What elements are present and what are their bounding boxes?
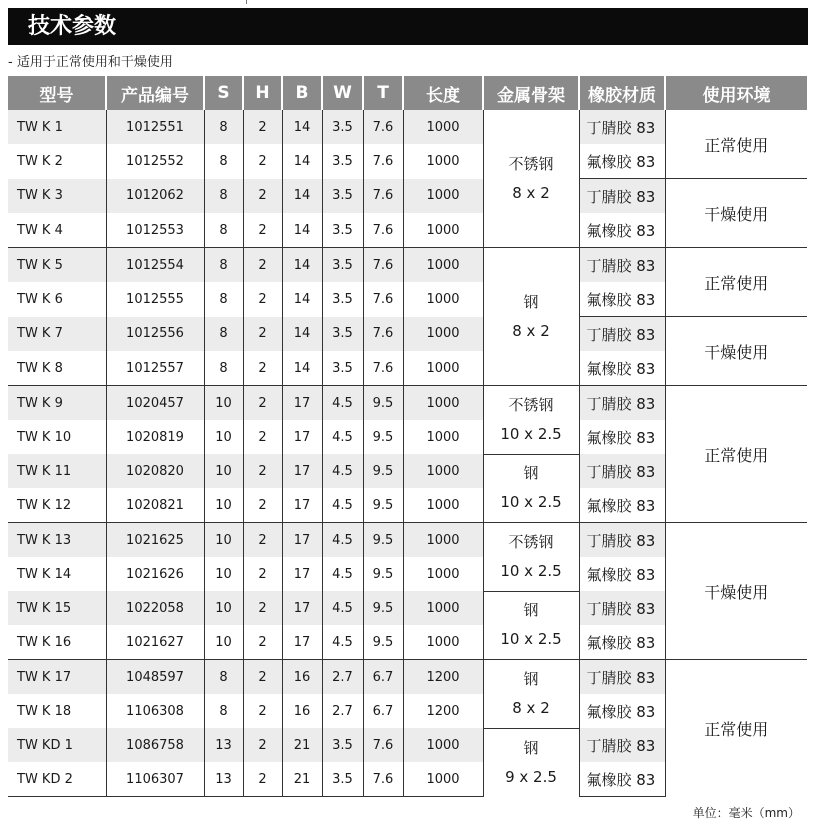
cell-length: 1000 (403, 523, 483, 558)
cell-t: 9.5 (363, 454, 403, 488)
cell-w: 4.5 (322, 557, 363, 591)
cell-length: 1000 (403, 625, 483, 660)
cell-environment: 正常使用 (665, 248, 807, 317)
cell-model: TW KD 2 (8, 762, 106, 797)
cell-t: 7.6 (363, 351, 403, 386)
cell-product-no: 1022058 (106, 591, 204, 625)
cell-length: 1000 (403, 351, 483, 386)
cell-rubber: 丁腈胶 83 (579, 591, 665, 625)
cell-environment: 正常使用 (665, 110, 807, 179)
cell-t: 7.6 (363, 213, 403, 248)
cell-s: 8 (204, 282, 243, 317)
cell-t: 7.6 (363, 110, 403, 144)
cell-length: 1000 (403, 591, 483, 625)
cell-h: 2 (243, 248, 282, 283)
cell-model: TW K 4 (17, 222, 63, 238)
cell-environment: 干燥使用 (665, 179, 807, 248)
cell-product-no: 1106308 (106, 694, 204, 728)
cell-w: 3.5 (322, 351, 363, 386)
cell-environment: 干燥使用 (665, 523, 807, 660)
cell-s: 8 (204, 351, 243, 386)
cell-b: 16 (282, 694, 322, 728)
cell-b: 17 (282, 454, 322, 488)
cell-length: 1000 (403, 110, 483, 144)
cell-t: 9.5 (363, 488, 403, 523)
unit-note: 单位：毫米（mm） (692, 806, 800, 820)
header-h: H (243, 76, 282, 110)
frame-line: 8 x 2 (512, 321, 550, 340)
cell-s: 8 (204, 213, 243, 248)
cell-rubber: 丁腈胶 83 (579, 660, 665, 695)
page-subtitle: - 适用于正常使用和干燥使用 (8, 55, 173, 70)
cell-t: 6.7 (363, 660, 403, 695)
table-row (8, 660, 807, 695)
cell-t: 9.5 (363, 523, 403, 558)
cell-model: TW K 13 (8, 523, 106, 558)
table-header-row (8, 76, 807, 110)
cell-w: 2.7 (322, 660, 363, 695)
frame-line: 10 x 2.5 (500, 424, 562, 443)
cell-b: 14 (282, 248, 322, 283)
cell-w: 4.5 (322, 488, 363, 523)
cell-metal-frame (483, 523, 579, 592)
cell-rubber: 氟橡胶 83 (579, 213, 665, 248)
cell-w: 3.5 (322, 213, 363, 248)
cell-model: TW K 11 (8, 454, 106, 488)
cell-b: 21 (282, 728, 322, 762)
header-t: T (363, 76, 403, 110)
cell-product-no: 1086758 (106, 728, 204, 762)
cell-rubber: 丁腈胶 83 (579, 317, 665, 352)
header-environment: 使用环境 (665, 76, 807, 110)
cell-w: 2.7 (322, 694, 363, 728)
cell-length: 1000 (403, 557, 483, 591)
cell-s: 8 (204, 110, 243, 144)
cell-model: TW K 3 (8, 179, 106, 214)
table-row (8, 386, 807, 421)
cell-model: TW K 9 (8, 386, 106, 421)
cell-w: 4.5 (322, 454, 363, 488)
cell-product-no: 1048597 (106, 660, 204, 695)
cell-length: 1000 (403, 728, 483, 762)
cell-h: 2 (243, 762, 282, 797)
cell-s: 8 (204, 144, 243, 179)
cell-s: 8 (204, 660, 243, 695)
cell-rubber: 氟橡胶 83 (579, 351, 665, 386)
cell-w: 3.5 (322, 317, 363, 352)
frame-line: 不锈钢 (508, 532, 554, 551)
cell-h: 2 (243, 420, 282, 454)
cell-h: 2 (243, 110, 282, 144)
frame-line: 不锈钢 (508, 154, 554, 173)
cell-b: 14 (282, 351, 322, 386)
cell-s: 8 (204, 694, 243, 728)
cell-product-no: 1012554 (106, 248, 204, 283)
cell-b: 17 (282, 420, 322, 454)
header-s: S (204, 76, 243, 110)
frame-line: 不锈钢 (508, 395, 554, 414)
cell-model: TW KD 1 (8, 728, 106, 762)
cell-rubber: 丁腈胶 83 (579, 179, 665, 214)
cell-w: 4.5 (322, 591, 363, 625)
page-title: 技术参数 (8, 8, 808, 45)
table-row (8, 523, 807, 558)
cell-w: 4.5 (322, 523, 363, 558)
cell-metal-frame (483, 591, 579, 660)
cell-product-no: 1012555 (106, 282, 204, 317)
cell-b: 14 (282, 144, 322, 179)
cell-product-no: 1021625 (106, 523, 204, 558)
cell-model: TW K 1 (8, 110, 106, 144)
cell-length: 1000 (403, 762, 483, 797)
cell-t: 9.5 (363, 386, 403, 421)
table-row (8, 317, 807, 352)
cell-h: 2 (243, 351, 282, 386)
cell-s: 8 (204, 179, 243, 214)
cell-s: 10 (204, 523, 243, 558)
cell-product-no: 1020821 (106, 488, 204, 523)
cell-h: 2 (243, 386, 282, 421)
cell-product-no: 1012556 (106, 317, 204, 352)
cell-h: 2 (243, 557, 282, 591)
cell-s: 8 (204, 317, 243, 352)
cell-product-no: 1012551 (106, 110, 204, 144)
cell-w: 3.5 (322, 762, 363, 797)
cell-rubber: 氟橡胶 83 (579, 762, 665, 797)
cell-h: 2 (243, 488, 282, 523)
cell-t: 7.6 (363, 179, 403, 214)
cell-b: 17 (282, 523, 322, 558)
cell-h: 2 (243, 179, 282, 214)
cell-s: 13 (204, 762, 243, 797)
cell-rubber: 丁腈胶 83 (579, 523, 665, 558)
cell-w: 3.5 (322, 179, 363, 214)
cell-metal-frame (483, 454, 579, 523)
cell-t: 9.5 (363, 420, 403, 454)
cell-t: 6.7 (363, 694, 403, 728)
cell-rubber: 丁腈胶 83 (579, 728, 665, 762)
frame-line: 钢 (523, 601, 539, 620)
cell-model: TW K 17 (8, 660, 106, 695)
cell-length: 1200 (403, 694, 483, 728)
cell-s: 10 (204, 420, 243, 454)
cell-h: 2 (243, 694, 282, 728)
cell-model: TW K 10 (17, 429, 72, 445)
cell-b: 14 (282, 213, 322, 248)
cell-product-no: 1021627 (106, 625, 204, 660)
table-row (8, 248, 807, 283)
cell-t: 9.5 (363, 625, 403, 660)
cell-w: 3.5 (322, 110, 363, 144)
cell-model: TW K 18 (17, 703, 72, 719)
cell-b: 14 (282, 179, 322, 214)
cell-b: 17 (282, 488, 322, 523)
cell-t: 7.6 (363, 728, 403, 762)
frame-line: 钢 (523, 292, 539, 311)
cell-rubber: 氟橡胶 83 (579, 282, 665, 317)
cell-length: 1000 (403, 248, 483, 283)
table-row (8, 110, 807, 144)
cell-model: TW K 15 (8, 591, 106, 625)
frame-line: 钢 (523, 669, 539, 688)
cell-rubber: 丁腈胶 83 (579, 454, 665, 488)
frame-line: 8 x 2 (512, 698, 550, 717)
cell-t: 7.6 (363, 144, 403, 179)
cell-model: TW K 8 (17, 360, 63, 376)
spec-table (8, 76, 807, 797)
cell-metal-frame (483, 660, 579, 729)
cell-product-no: 1012552 (106, 144, 204, 179)
top-edge-tick (246, 0, 247, 4)
cell-h: 2 (243, 523, 282, 558)
cell-length: 1200 (403, 660, 483, 695)
table-row (8, 179, 807, 214)
cell-model: TW K 12 (17, 497, 72, 513)
cell-h: 2 (243, 144, 282, 179)
cell-s: 10 (204, 625, 243, 660)
cell-t: 9.5 (363, 557, 403, 591)
frame-line: 钢 (523, 464, 539, 483)
cell-model: TW K 6 (17, 291, 63, 307)
cell-s: 10 (204, 386, 243, 421)
cell-model: TW K 2 (17, 153, 63, 169)
header-product-no: 产品编号 (106, 76, 204, 110)
cell-b: 17 (282, 386, 322, 421)
cell-rubber: 氟橡胶 83 (579, 694, 665, 728)
cell-model: TW K 14 (17, 566, 72, 582)
cell-s: 10 (204, 454, 243, 488)
frame-line: 8 x 2 (512, 183, 550, 202)
cell-environment: 干燥使用 (665, 317, 807, 386)
frame-line: 钢 (523, 738, 539, 757)
cell-b: 16 (282, 660, 322, 695)
cell-product-no: 1012062 (106, 179, 204, 214)
cell-t: 7.6 (363, 282, 403, 317)
cell-length: 1000 (403, 488, 483, 523)
header-model: 型号 (8, 76, 106, 110)
cell-b: 17 (282, 625, 322, 660)
cell-b: 14 (282, 317, 322, 352)
cell-w: 3.5 (322, 282, 363, 317)
cell-product-no: 1020820 (106, 454, 204, 488)
cell-metal-frame (483, 728, 579, 797)
header-metal-frame: 金属骨架 (483, 76, 579, 110)
cell-h: 2 (243, 282, 282, 317)
cell-length: 1000 (403, 282, 483, 317)
cell-length: 1000 (403, 179, 483, 214)
cell-model: TW K 16 (17, 634, 72, 650)
cell-b: 14 (282, 282, 322, 317)
cell-rubber: 丁腈胶 83 (579, 110, 665, 144)
cell-s: 13 (204, 728, 243, 762)
cell-s: 10 (204, 488, 243, 523)
cell-w: 4.5 (322, 420, 363, 454)
cell-h: 2 (243, 625, 282, 660)
cell-h: 2 (243, 317, 282, 352)
cell-b: 17 (282, 557, 322, 591)
cell-product-no: 1020457 (106, 386, 204, 421)
cell-w: 3.5 (322, 144, 363, 179)
cell-environment: 正常使用 (665, 660, 807, 797)
cell-rubber: 氟橡胶 83 (579, 488, 665, 523)
cell-h: 2 (243, 213, 282, 248)
cell-b: 21 (282, 762, 322, 797)
cell-h: 2 (243, 660, 282, 695)
cell-length: 1000 (403, 213, 483, 248)
cell-product-no: 1106307 (106, 762, 204, 797)
cell-rubber: 丁腈胶 83 (579, 386, 665, 421)
cell-length: 1000 (403, 317, 483, 352)
frame-line: 10 x 2.5 (500, 630, 562, 649)
header-rubber: 橡胶材质 (579, 76, 665, 110)
cell-product-no: 1020819 (106, 420, 204, 454)
cell-length: 1000 (403, 454, 483, 488)
cell-t: 9.5 (363, 591, 403, 625)
header-w: W (322, 76, 363, 110)
cell-metal-frame (483, 248, 579, 386)
cell-rubber: 氟橡胶 83 (579, 144, 665, 179)
cell-b: 14 (282, 110, 322, 144)
cell-model: TW K 7 (8, 317, 106, 352)
header-b: B (282, 76, 322, 110)
cell-w: 4.5 (322, 386, 363, 421)
cell-environment: 正常使用 (665, 386, 807, 523)
cell-metal-frame (483, 110, 579, 248)
cell-length: 1000 (403, 420, 483, 454)
cell-rubber: 氟橡胶 83 (579, 557, 665, 591)
cell-model: TW K 5 (8, 248, 106, 283)
cell-h: 2 (243, 591, 282, 625)
frame-line: 9 x 2.5 (505, 767, 557, 786)
cell-rubber: 丁腈胶 83 (579, 248, 665, 283)
cell-w: 3.5 (322, 728, 363, 762)
cell-s: 10 (204, 591, 243, 625)
cell-rubber: 氟橡胶 83 (579, 625, 665, 660)
cell-w: 4.5 (322, 625, 363, 660)
cell-metal-frame (483, 386, 579, 455)
cell-product-no: 1021626 (106, 557, 204, 591)
cell-length: 1000 (403, 386, 483, 421)
cell-rubber: 氟橡胶 83 (579, 420, 665, 454)
cell-s: 10 (204, 557, 243, 591)
cell-w: 3.5 (322, 248, 363, 283)
cell-t: 7.6 (363, 248, 403, 283)
frame-line: 10 x 2.5 (500, 561, 562, 580)
header-length: 长度 (403, 76, 483, 110)
cell-b: 17 (282, 591, 322, 625)
cell-length: 1000 (403, 144, 483, 179)
cell-product-no: 1012553 (106, 213, 204, 248)
table-body (8, 110, 807, 797)
cell-t: 7.6 (363, 762, 403, 797)
frame-line: 10 x 2.5 (500, 493, 562, 512)
cell-t: 7.6 (363, 317, 403, 352)
cell-s: 8 (204, 248, 243, 283)
cell-h: 2 (243, 454, 282, 488)
cell-product-no: 1012557 (106, 351, 204, 386)
cell-h: 2 (243, 728, 282, 762)
